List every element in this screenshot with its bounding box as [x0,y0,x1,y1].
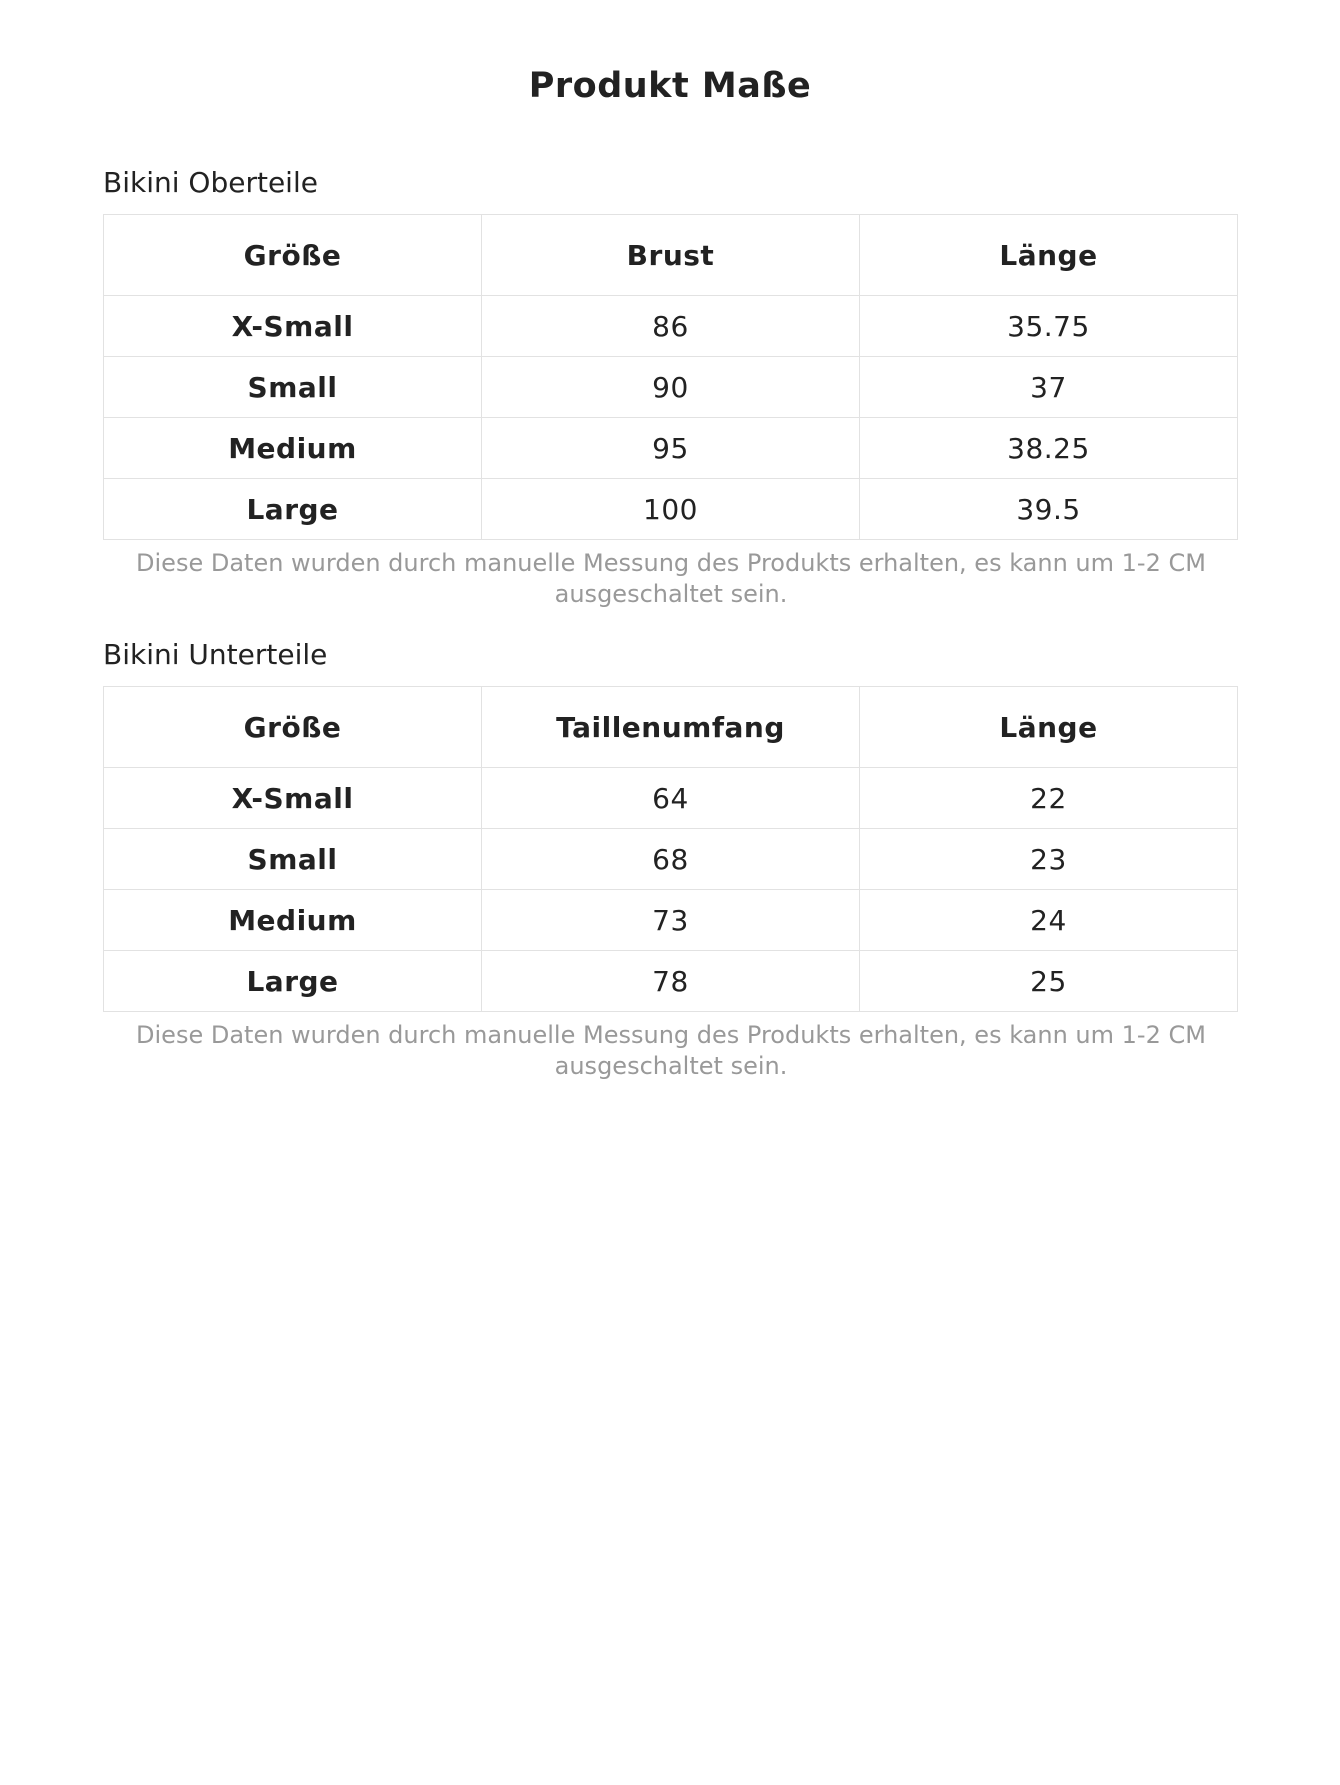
length-cell: 38.25 [860,418,1238,479]
chest-cell: 100 [482,479,860,540]
length-cell: 22 [860,768,1238,829]
size-cell: Medium [104,890,482,951]
length-cell: 25 [860,951,1238,1012]
size-table-bottoms [103,686,1238,1012]
header-size: Größe [104,687,482,768]
header-length: Länge [860,687,1238,768]
chest-cell: 95 [482,418,860,479]
length-cell: 39.5 [860,479,1238,540]
size-cell: X-Small [104,768,482,829]
size-cell: Small [104,829,482,890]
size-cell: Large [104,479,482,540]
table-row [104,357,1238,418]
chest-cell: 86 [482,296,860,357]
table-row [104,296,1238,357]
table-row [104,418,1238,479]
section-tops [103,166,1238,610]
measurement-note-bottoms: Diese Daten wurden durch manuelle Messung des Produkts erhalten, es kann um 1-2 CM ausgeschaltet sein. [136,1021,1206,1080]
section-title-bottoms: Bikini Unterteile [103,638,328,671]
length-cell: 24 [860,890,1238,951]
size-cell: Small [104,357,482,418]
header-chest: Brust [482,215,860,296]
waist-cell: 73 [482,890,860,951]
table-row [104,951,1238,1012]
table-header-row [104,687,1238,768]
table-row [104,479,1238,540]
measurement-note-tops: Diese Daten wurden durch manuelle Messung des Produkts erhalten, es kann um 1-2 CM ausgeschaltet sein. [136,549,1206,608]
size-cell: X-Small [104,296,482,357]
waist-cell: 68 [482,829,860,890]
length-cell: 37 [860,357,1238,418]
header-waist: Taillenumfang [482,687,860,768]
size-table-tops [103,214,1238,540]
section-title-tops: Bikini Oberteile [103,166,318,199]
size-cell: Large [104,951,482,1012]
length-cell: 35.75 [860,296,1238,357]
waist-cell: 64 [482,768,860,829]
chest-cell: 90 [482,357,860,418]
table-row [104,768,1238,829]
header-size: Größe [104,215,482,296]
page-title: Produkt Maße [528,66,812,106]
waist-cell: 78 [482,951,860,1012]
table-row [104,890,1238,951]
size-cell: Medium [104,418,482,479]
section-bottoms [103,638,1238,1082]
table-header-row [104,215,1238,296]
length-cell: 23 [860,829,1238,890]
table-row [104,829,1238,890]
header-length: Länge [860,215,1238,296]
